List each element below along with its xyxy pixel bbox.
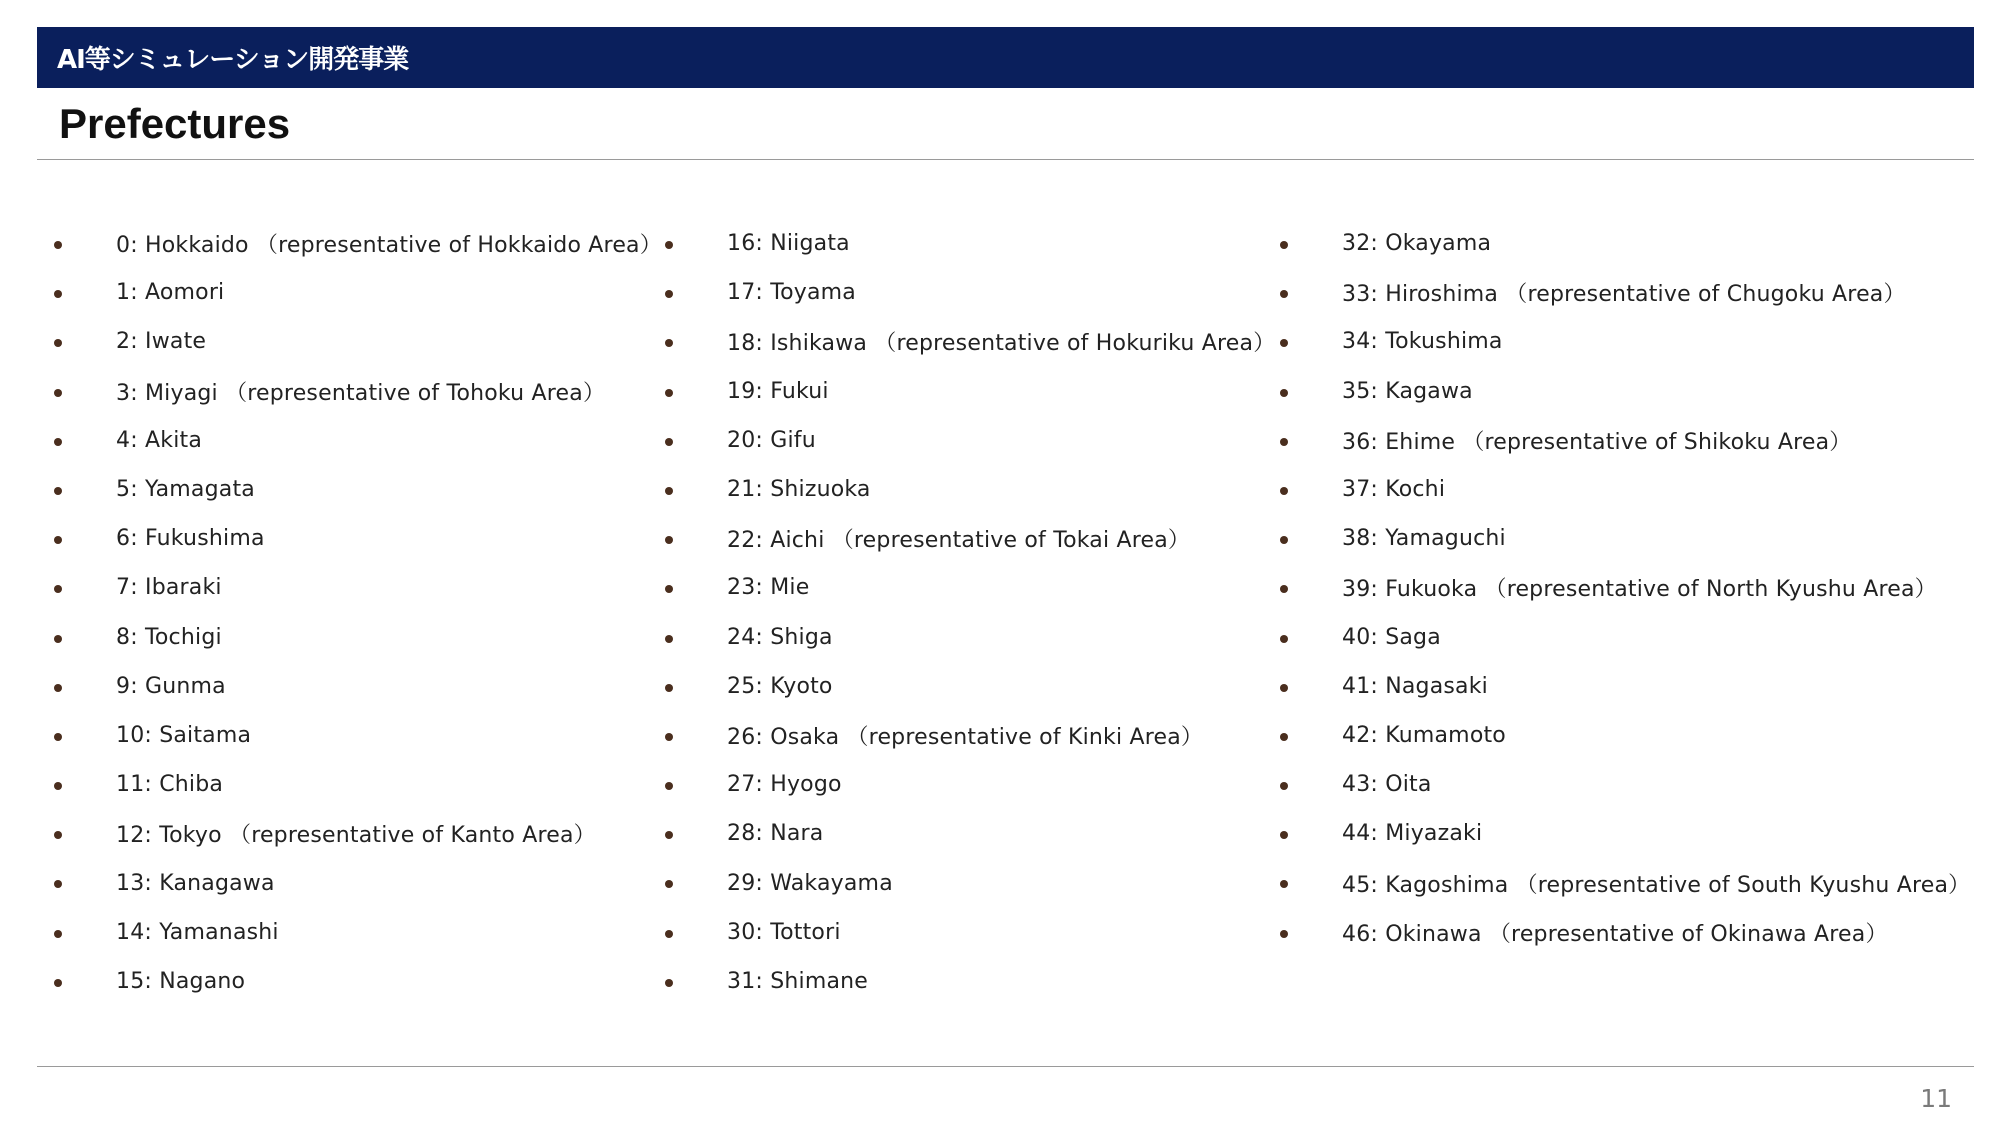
list-item-label: 43: Oita [1342, 772, 1432, 798]
list-item-label: 42: Kumamoto [1342, 722, 1506, 748]
list-item [50, 613, 662, 662]
list-item-label: 24: Shiga [727, 624, 833, 650]
list-item [661, 662, 1275, 711]
list-item [661, 514, 1275, 563]
bullet-icon [1280, 536, 1288, 544]
list-item-label: 19: Fukui [727, 378, 829, 404]
page-title: Prefectures [59, 100, 291, 147]
footer-divider [37, 1066, 1974, 1067]
list-item [1276, 662, 1970, 711]
bullet-icon [665, 979, 673, 987]
bullet-icon [54, 880, 62, 888]
list-item [50, 268, 662, 317]
list-item-label: 39: Fukuoka （representative of North Kyushu Area） [1342, 577, 1937, 603]
list-item [661, 563, 1275, 612]
bullet-icon [665, 339, 673, 347]
list-item-label: 32: Okayama [1342, 231, 1492, 257]
list-item-label: 45: Kagoshima （representative of South Kyushu Area） [1342, 872, 1971, 898]
bullet-icon [54, 290, 62, 298]
list-item [661, 957, 1275, 1006]
list-item-label: 28: Nara [727, 821, 824, 847]
list-item [1276, 514, 1970, 563]
list-item [1276, 219, 1970, 268]
list-item [661, 613, 1275, 662]
bullet-icon [1280, 389, 1288, 397]
list-item [1276, 908, 1970, 957]
page-number: 11 [1920, 1084, 1952, 1113]
list-item [1276, 367, 1970, 416]
bullet-icon [1280, 635, 1288, 643]
list-item-label: 15: Nagano [116, 968, 246, 994]
list-item [1276, 809, 1970, 858]
list-item-label: 3: Miyagi （representative of Tohoku Area） [116, 380, 606, 406]
list-item [1276, 416, 1970, 465]
list-item-label: 44: Miyazaki [1342, 821, 1483, 847]
list-item-label: 13: Kanagawa [116, 870, 275, 896]
list-item [1276, 317, 1970, 366]
bullet-icon [1280, 930, 1288, 938]
bullet-icon [54, 831, 62, 839]
list-item-label: 9: Gunma [116, 673, 226, 699]
list-item-label: 23: Mie [727, 575, 810, 601]
list-item [1276, 760, 1970, 809]
list-item [1276, 858, 1970, 907]
list-item [50, 809, 662, 858]
bullet-icon [1280, 782, 1288, 790]
list-item [50, 957, 662, 1006]
list-item-label: 22: Aichi （representative of Tokai Area） [727, 528, 1191, 554]
bullet-icon [1280, 831, 1288, 839]
list-item-label: 6: Fukushima [116, 526, 265, 552]
list-item [50, 858, 662, 907]
list-item [50, 711, 662, 760]
bullet-icon [665, 241, 673, 249]
list-item [1276, 465, 1970, 514]
list-item [661, 760, 1275, 809]
list-item [1276, 613, 1970, 662]
list-item [661, 367, 1275, 416]
list-item-label: 35: Kagawa [1342, 378, 1473, 404]
list-item [50, 514, 662, 563]
list-item [661, 416, 1275, 465]
prefecture-list-column-2 [661, 219, 1275, 1006]
list-item [661, 465, 1275, 514]
list-item-label: 2: Iwate [116, 329, 207, 355]
list-item [661, 317, 1275, 366]
list-item-label: 7: Ibaraki [116, 575, 222, 601]
list-item [661, 711, 1275, 760]
list-item [50, 367, 662, 416]
list-item [661, 908, 1275, 957]
list-item [50, 563, 662, 612]
list-item-label: 17: Toyama [727, 280, 856, 306]
list-item [50, 465, 662, 514]
list-item-label: 31: Shimane [727, 968, 869, 994]
list-item [50, 416, 662, 465]
bullet-icon [54, 782, 62, 790]
list-item-label: 21: Shizuoka [727, 477, 871, 503]
list-item [661, 219, 1275, 268]
bullet-icon [54, 339, 62, 347]
list-item-label: 4: Akita [116, 427, 203, 453]
header-banner [37, 27, 1974, 88]
list-item-label: 38: Yamaguchi [1342, 526, 1506, 552]
bullet-icon [1280, 339, 1288, 347]
bullet-icon [665, 585, 673, 593]
list-item-label: 27: Hyogo [727, 772, 842, 798]
list-item-label: 25: Kyoto [727, 673, 833, 699]
list-item-label: 18: Ishikawa （representative of Hokuriku Area） [727, 331, 1276, 357]
list-item-label: 46: Okinawa （representative of Okinawa Area） [1342, 921, 1888, 947]
list-item-label: 30: Tottori [727, 919, 841, 945]
banner-title: AI等シミュレーション開発事業 [57, 45, 409, 75]
bullet-icon [665, 635, 673, 643]
bullet-icon [665, 487, 673, 495]
list-item-label: 41: Nagasaki [1342, 673, 1488, 699]
list-item [1276, 711, 1970, 760]
bullet-icon [665, 536, 673, 544]
bullet-icon [665, 684, 673, 692]
bullet-icon [54, 487, 62, 495]
list-item [50, 317, 662, 366]
list-item-label: 8: Tochigi [116, 624, 222, 650]
bullet-icon [665, 782, 673, 790]
bullet-icon [1280, 241, 1288, 249]
list-item [661, 858, 1275, 907]
list-item-label: 36: Ehime （representative of Shikoku Area） [1342, 429, 1852, 455]
bullet-icon [665, 831, 673, 839]
list-item [50, 760, 662, 809]
bullet-icon [665, 733, 673, 741]
list-item [50, 219, 662, 268]
bullet-icon [54, 635, 62, 643]
bullet-icon [54, 733, 62, 741]
bullet-icon [1280, 733, 1288, 741]
list-item-label: 10: Saitama [116, 722, 252, 748]
list-item-label: 26: Osaka （representative of Kinki Area） [727, 724, 1204, 750]
bullet-icon [1280, 585, 1288, 593]
list-item-label: 29: Wakayama [727, 870, 893, 896]
bullet-icon [1280, 438, 1288, 446]
bullet-icon [54, 585, 62, 593]
bullet-icon [665, 880, 673, 888]
list-item-label: 11: Chiba [116, 772, 224, 798]
prefecture-list-column-1 [50, 219, 662, 1006]
bullet-icon [54, 536, 62, 544]
list-item-label: 16: Niigata [727, 231, 850, 257]
bullet-icon [54, 979, 62, 987]
bullet-icon [665, 389, 673, 397]
bullet-icon [54, 241, 62, 249]
title-divider [37, 159, 1974, 160]
bullet-icon [665, 930, 673, 938]
list-item-label: 14: Yamanashi [116, 919, 279, 945]
bullet-icon [1280, 290, 1288, 298]
list-item-label: 12: Tokyo （representative of Kanto Area） [116, 823, 596, 849]
bullet-icon [54, 684, 62, 692]
bullet-icon [665, 290, 673, 298]
list-item-label: 34: Tokushima [1342, 329, 1503, 355]
list-item-label: 0: Hokkaido （representative of Hokkaido Area） [116, 233, 662, 259]
list-item-label: 5: Yamagata [116, 477, 255, 503]
list-item [1276, 563, 1970, 612]
list-item-label: 1: Aomori [116, 280, 225, 306]
list-item [1276, 268, 1970, 317]
list-item-label: 37: Kochi [1342, 477, 1446, 503]
list-item [50, 908, 662, 957]
list-item-label: 20: Gifu [727, 427, 816, 453]
bullet-icon [54, 389, 62, 397]
list-item-label: 33: Hiroshima （representative of Chugoku Area） [1342, 282, 1906, 308]
list-item [661, 268, 1275, 317]
bullet-icon [54, 438, 62, 446]
bullet-icon [1280, 684, 1288, 692]
list-item-label: 40: Saga [1342, 624, 1441, 650]
bullet-icon [665, 438, 673, 446]
list-item [661, 809, 1275, 858]
bullet-icon [1280, 487, 1288, 495]
bullet-icon [1280, 880, 1288, 888]
prefecture-list-column-3 [1276, 219, 1970, 957]
bullet-icon [54, 930, 62, 938]
list-item [50, 662, 662, 711]
